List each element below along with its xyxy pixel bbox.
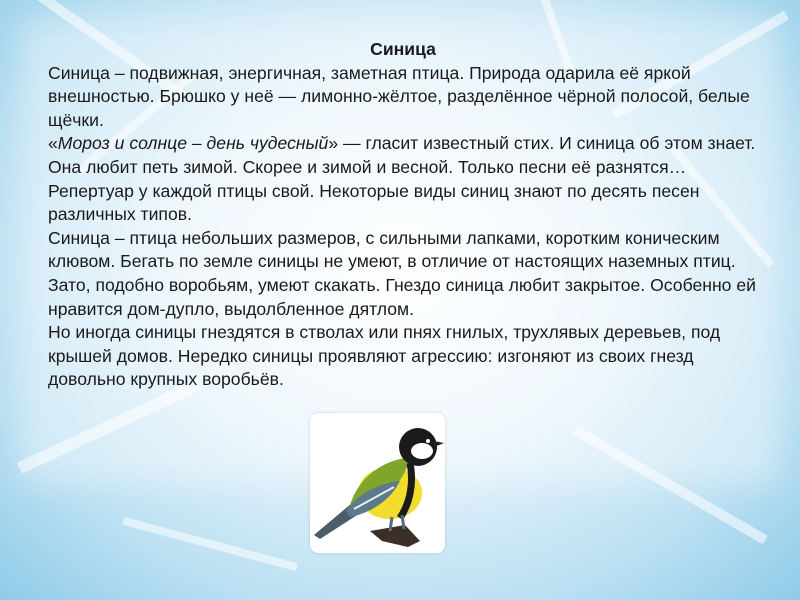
paragraph-2-rest: » — гласит известный стих. И синица об этом знает. Она любит петь зимой. Скорее и зимой и весной. Только песни её разнятся…	[48, 133, 756, 177]
article	[48, 38, 758, 392]
paragraph-4: Синица – птица небольших размеров, с сильными лапками, коротким коническим клювом. Бегать по земле синицы не умеют, в отличие от настоящих наземных птиц. Зато, подобно воробьям, умеют скакать. Гнездо синица любит закрытое. Особенно ей нравится дом-дупло, выдолбленное дятлом.	[48, 227, 756, 319]
titmouse-illustration	[310, 413, 445, 553]
quote-open: «	[48, 133, 58, 154]
paragraph-5: Но иногда синицы гнездятся в стволах или пнях гнилых, трухлявых деревьев, под крышей домов. Нередко синицы проявляют агрессию: изгоняют из своих гнезд довольно крупных воробьёв.	[48, 322, 721, 390]
paragraph-1: Синица – подвижная, энергичная, заметная птица. Природа одарила её яркой внешностью. Брюшко у неё — лимонно-жёлтое, разделённое чёрной полосой, белые щёчки.	[48, 62, 750, 130]
poem-quote: Мороз и солнце – день чудесный	[57, 133, 329, 154]
paragraph-2	[48, 132, 758, 179]
paragraph-3: Репертуар у каждой птицы свой. Некоторые виды синиц знают по десять песен различных типов.	[48, 180, 700, 225]
titmouse-image	[310, 413, 445, 553]
article-title: Синица	[370, 39, 436, 59]
